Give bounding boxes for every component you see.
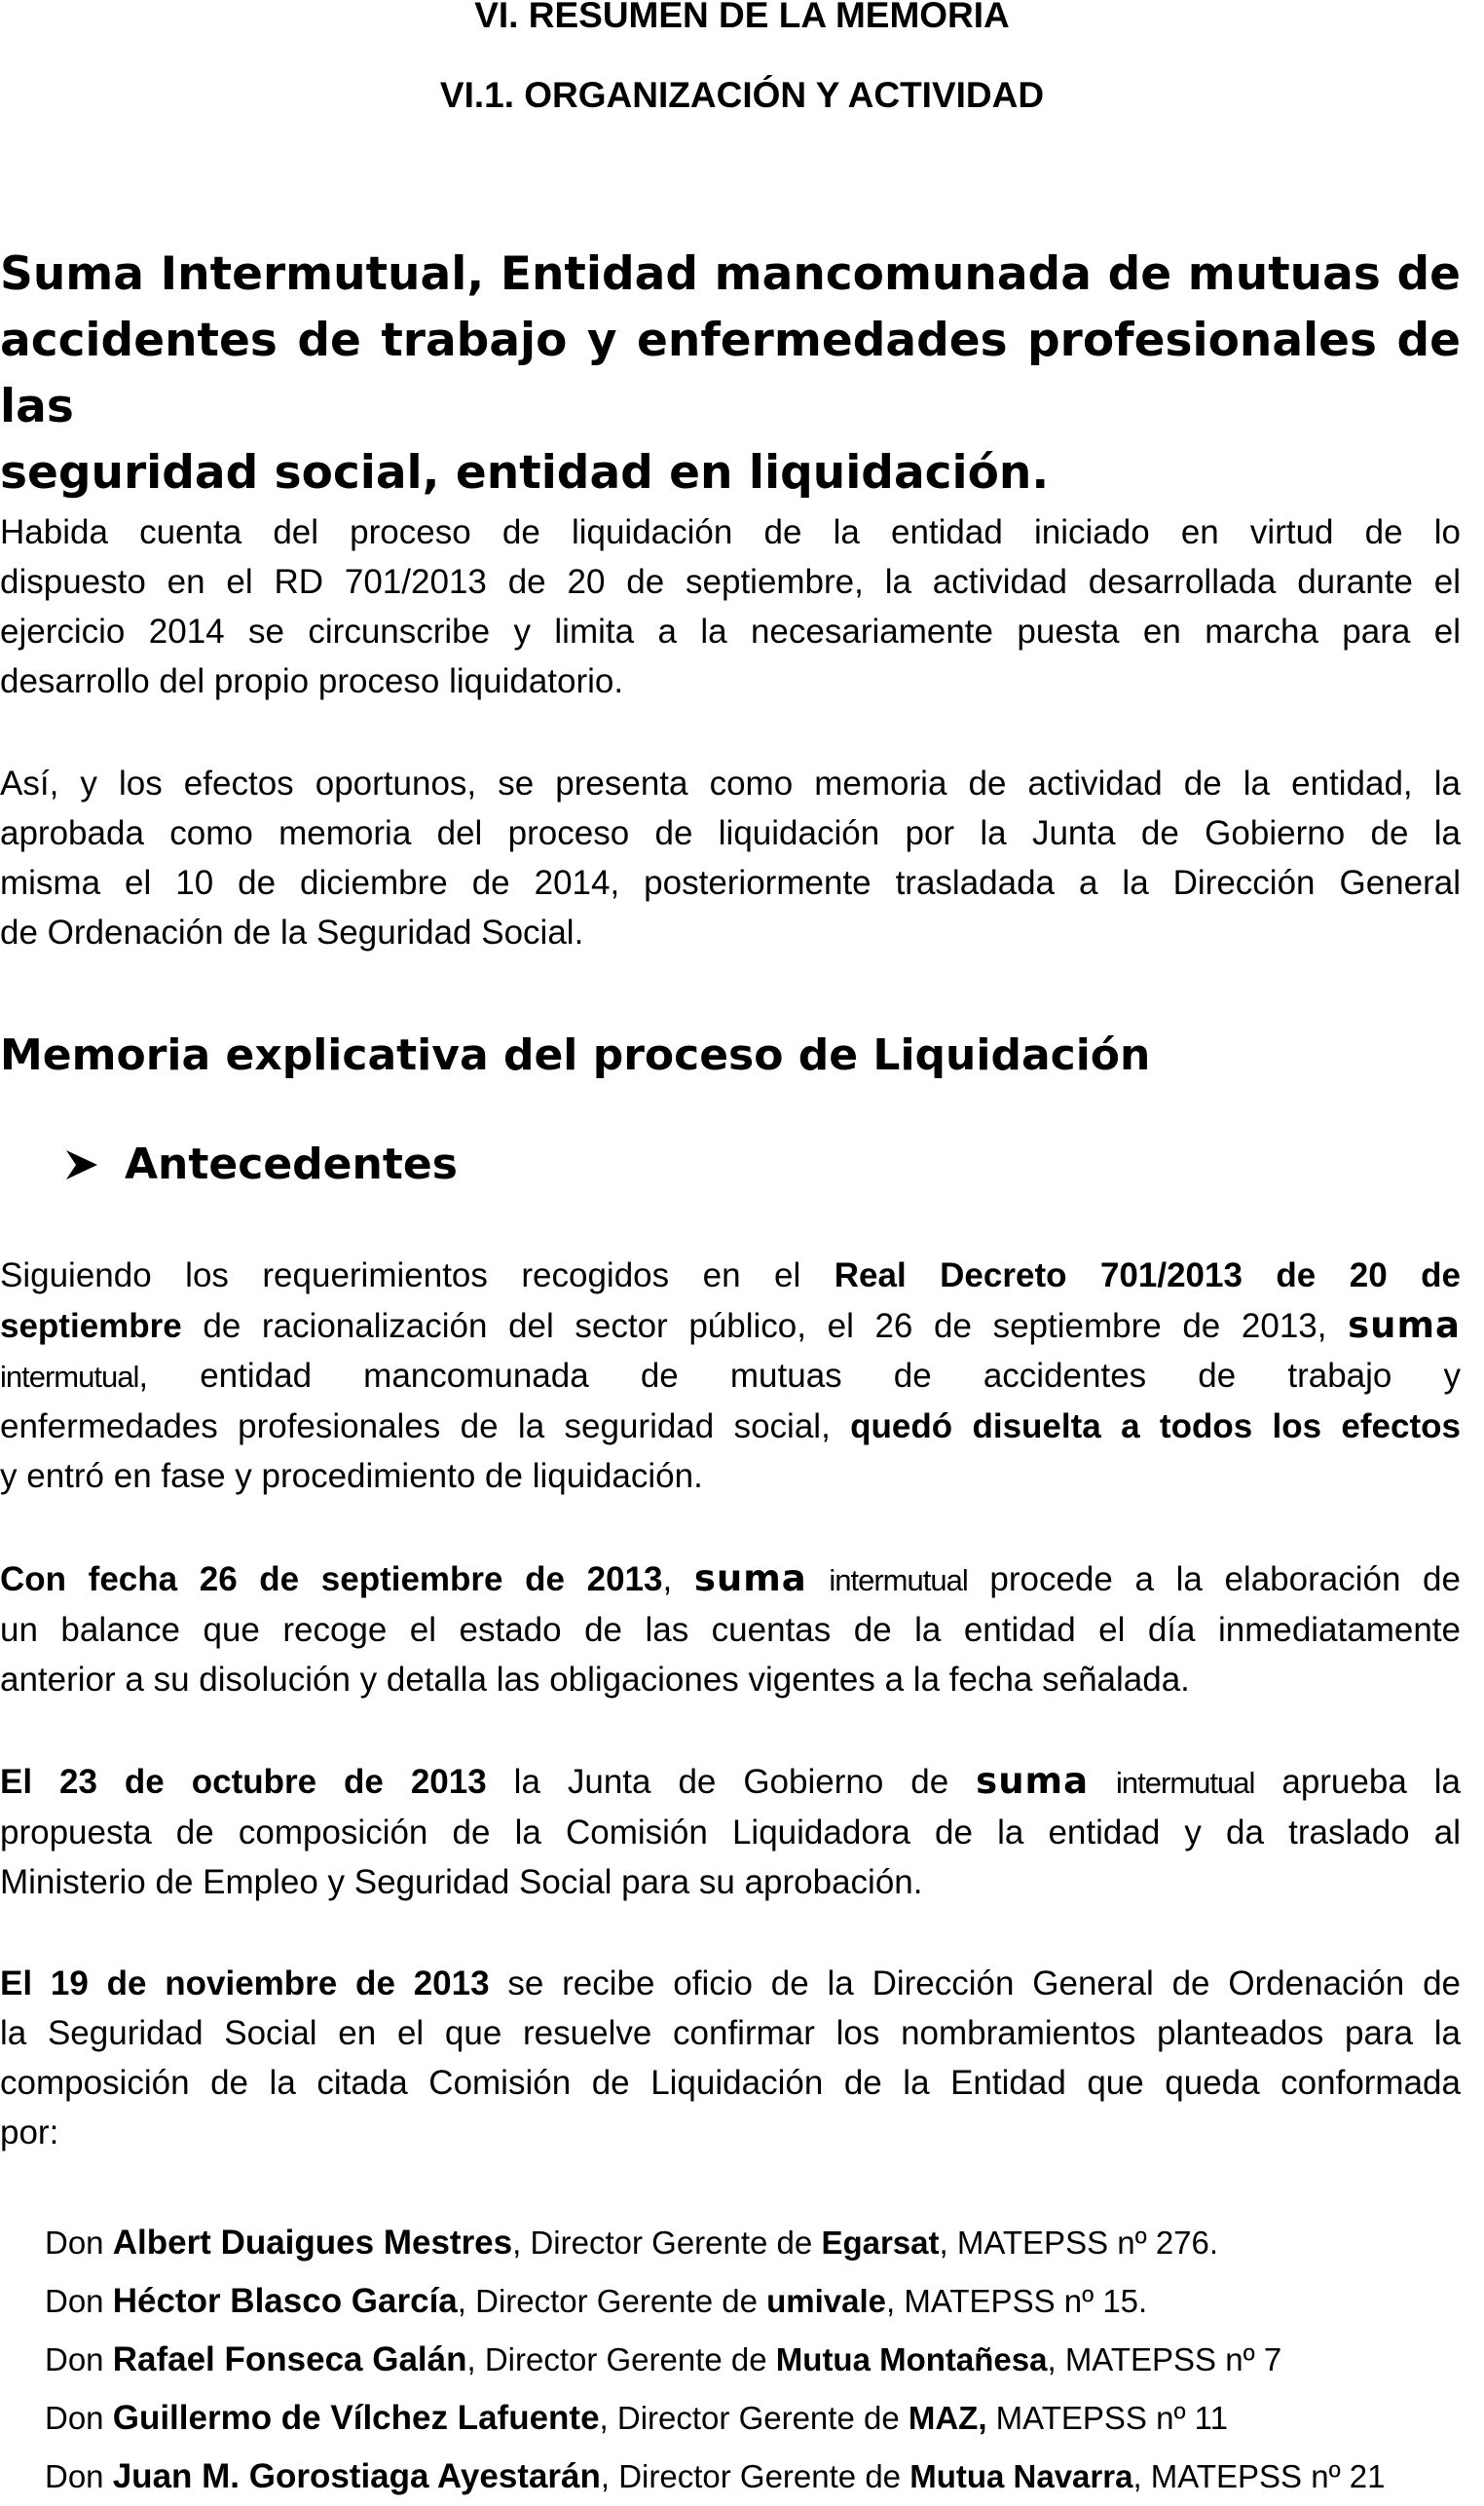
brand-intermutual: intermutual (1116, 1766, 1255, 1800)
arrow-bullet-icon (64, 1136, 103, 1194)
paragraph-line: El 19 de noviembre de 2013 se recibe oficio de la Dirección General de Ordenación de (0, 1964, 1461, 2002)
brand-intermutual: intermutual (0, 1360, 139, 1394)
paragraph-line: ejercicio 2014 se circunscribe y limita a la necesariamente puesta en marcha para el (0, 613, 1461, 651)
subsection-title-text: Antecedentes (125, 1140, 458, 1189)
entity-heading-line: seguridad social, entidad en liquidación. (0, 446, 1050, 500)
brand-suma: suma (693, 1557, 807, 1599)
paragraph-line: un balance que recoge el estado de las cuentas de la entidad el día inmediatamente (0, 1611, 1461, 1649)
paragraph-line: Habida cuenta del proceso de liquidación de la entidad iniciado en virtud de lo (0, 513, 1461, 551)
paragraph-line: propuesta de composición de la Comisión Liquidadora de la entidad y da traslado al (0, 1814, 1461, 1851)
paragraph-line: la Seguridad Social en el que resuelve confirmar los nombramientos planteados para la (0, 2014, 1461, 2052)
commission-members-list (45, 2214, 1386, 2506)
paragraph-line: aprobada como memoria del proceso de liquidación por la Junta de Gobierno de la (0, 814, 1461, 852)
paragraph-line: desarrollo del propio proceso liquidatorio. (0, 662, 624, 700)
entity-heading (0, 242, 1461, 506)
list-item: Don Juan M. Gorostiaga Ayestarán, Director Gerente de Mutua Navarra, MATEPSS nº 21 (45, 2457, 1386, 2495)
paragraph-line: composición de la citada Comisión de Liquidación de la Entidad que queda conformada (0, 2064, 1461, 2102)
paragraph-line: septiembre de racionalización del sector público, el 26 de septiembre de 2013, suma (0, 1304, 1461, 1346)
paragraph-line: Ministerio de Empleo y Seguridad Social para su aprobación. (0, 1863, 923, 1901)
paragraph-line: Con fecha 26 de septiembre de 2013, suma intermutual procede a la elaboración de (0, 1557, 1461, 1599)
page-subtitle: VI.1. ORGANIZACIÓN Y ACTIVIDAD (439, 75, 1045, 115)
entity-heading-line: accidentes de trabajo y enfermedades profesionales de las (0, 314, 1461, 433)
brand-intermutual: intermutual (829, 1563, 968, 1597)
page-title: VI. RESUMEN DE LA MEMORIA (474, 0, 1010, 35)
paragraph-balance (0, 1553, 1461, 1704)
paragraph-line: por: (0, 2113, 59, 2151)
paragraph-line: y entró en fase y procedimiento de liquidación. (0, 1457, 703, 1495)
paragraph-line: anterior a su disolución y detalla las obligaciones vigentes a la fecha señalada. (0, 1661, 1190, 1699)
paragraph-commission-confirmation (0, 1959, 1461, 2157)
paragraph-line: El 23 de octubre de 2013 la Junta de Gobierno de suma intermutual aprueba la (0, 1760, 1461, 1802)
paragraph-line: dispuesto en el RD 701/2013 de 20 de septiembre, la actividad desarrollada durante el (0, 563, 1461, 601)
list-item: Don Rafael Fonseca Galán, Director Gerente de Mutua Montañesa, MATEPSS nº 7 (45, 2340, 1282, 2378)
paragraph-context (0, 507, 1461, 706)
brand-suma: suma (1348, 1304, 1461, 1346)
paragraph-line: Así, y los efectos oportunos, se presenta como memoria de actividad de la entidad, la (0, 765, 1461, 803)
paragraph-background (0, 1251, 1461, 1501)
paragraph-line: enfermedades profesionales de la seguridad social, quedó disuelta a todos los efectos (0, 1407, 1461, 1445)
paragraph-line: intermutual, entidad mancomunada de mutuas de accidentes de trabajo y (0, 1357, 1461, 1395)
paragraph-commission-proposal (0, 1756, 1461, 1907)
paragraph-line: de Ordenación de la Seguridad Social. (0, 914, 584, 952)
section-title: Memoria explicativa del proceso de Liquidación (0, 1030, 1151, 1080)
list-item: Don Héctor Blasco García, Director Gerente de umivale, MATEPSS nº 15. (45, 2282, 1148, 2320)
paragraph-line: Siguiendo los requerimientos recogidos en el Real Decreto 701/2013 de 20 de (0, 1256, 1462, 1294)
entity-heading-line: Suma Intermutual, Entidad mancomunada de mutuas de (0, 247, 1461, 301)
paragraph-line: misma el 10 de diciembre de 2014, posteriormente trasladada a la Dirección General (0, 864, 1461, 902)
brand-suma: suma (976, 1760, 1090, 1802)
paragraph-approval (0, 759, 1461, 957)
list-item: Don Guillermo de Vílchez Lafuente, Director Gerente de MAZ, MATEPSS nº 11 (45, 2399, 1228, 2437)
list-item: Don Albert Duaigues Mestres, Director Gerente de Egarsat, MATEPSS nº 276. (45, 2224, 1219, 2262)
subsection-title (64, 1136, 458, 1194)
